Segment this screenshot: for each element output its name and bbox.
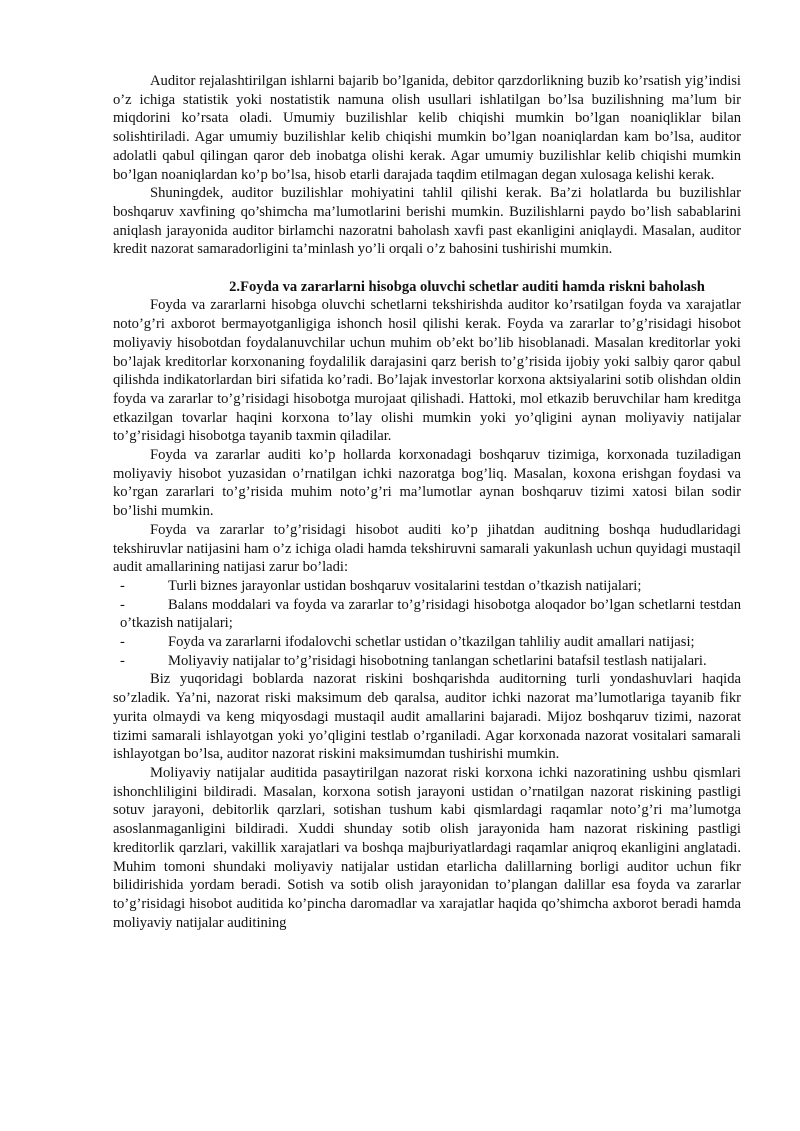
paragraph: Foyda va zararlar auditi ko’p hollarda korxonadagi boshqaruv tizimiga, korxonada tuziladigan moliyaviy hisobot yuzasidan o’rnatilgan ichki nazoratga bog’liq. Masalan, koxona erishgan foydasi va ko’rgan zararlari to’g’risida muhim noto’g’ri ma’lumotlar aynan boshqaruv tizimi xatosi bilan sodir bo’lishi mumkin. [113,447,741,520]
list-item [113,652,741,671]
paragraph: Foyda va zararlarni hisobga oluvchi schetlarni tekshirishda auditor ko’rsatilgan foyda va xarajatlar noto’g’ri axborot bermayotganligiga ishonch hosil qilishi kerak. Foyda va zararlar to’g’risidagi hisobot moliyaviy hisobotdan foydalanuvchilar uchun muhim ob’ekt bo’lib hisoblanadi. Masalan kreditorlar yoki bo’lajak kreditorlar korxonaning foydalilik darajasini qarz berish to’g’risida ijobiy yoki salbiy qaror qabul qilishda indikatorlardan biri sifatida ko’radi. Bo’lajak investorlar korxona aktsiyalarini sotib olishdan oldin foyda va zararlar to’g’risidagi hisobotga murojaat qilishadi. Hattoki, mol etkazib beruvchilar ham kreditga etkazilgan tovarlar haqini korxona to’lay olishi mumkin yoki yo’qligini aynan moliyaviy natijalar to’g’risidagi hisobotga tayanib taxmin qiladilar. [113,297,741,445]
list-item-text: Turli biznes jarayonlar ustidan boshqaruv vositalarini testdan o’tkazish natijalari; [168,577,642,594]
list-item [113,596,741,633]
paragraph: Auditor rejalashtirilgan ishlarni bajarib bo’lganida, debitor qarzdorlikning buzib ko’rsatish yig’indisi o’z ichiga statistik yoki nostatistik namuna olish usullari ishlatilgan bo’lsa buzilishning ma’lum bir miqdorini ko’rsata oladi. Umumiy buzilishlar kelib chiqishi mumkin bo’lgan noaniqliklar bilan solishtiriladi. Agar umumiy buzilishlar kelib chiqishi mumkin bo’lgan noaniqlardan kam bo’lsa, auditor adolatli qabul qilingan qaror deb inobatga olishi kerak. Agar umumiy buzilishlar kelib chiqishi mumkin bo’lgan noaniqlardan ko’p bo’lsa, hisob etarli darajada taqdim etilmagan degan xulosaga kelishi kerak. [113,73,741,183]
paragraph: Moliyaviy natijalar auditida pasaytirilgan nazorat riski korxona ichki nazoratining ushbu qismlari ishonchliligini bildiradi. Masalan, korxona sotish jarayoni ustidan o’rnatilgan nazorat riskining pastligi sotuv jarayoni, debitorlik qarzlari, sotishan tushum kabi qismlardagi raqamlar noto’g’ri ma’lumotga asoslanmaganligini bildiradi. Xuddi shunday sotib olish jarayonida ham nazorat riskining pastligi kreditorlik qarzlari, vakillik xarajatlari va boshqa majburiyatlardagi raqamlar aniqroq ekanligini anglatadi. Muhim tomoni shundaki moliyaviy natijalar ustidan etarlicha dalillarning borligi auditor uchun fikr bilidirishida yordam beradi. Sotish va sotib olish jarayonidan to’plangan dalillar esa foyda va zararlar to’g’risidagi hisobot auditida ko’pincha daromadlar va xarajatlar haqida qo’shimcha axborot beradi hamda moliyaviy natijalar auditining [113,765,741,931]
list-dash: - [120,652,125,669]
paragraph: Biz yuqoridagi boblarda nazorat riskini boshqarishda auditorning turli yondashuvlari haqida so’zladik. Ya’ni, nazorat riski maksimum deb qaralsa, auditor ichki nazorat ma’lumotlariga tayanib fikr yurita olmaydi va keng miqyosdagi mustaqil audit amallarini bajaradi. Mijoz boshqaruv tizimi, nazorat tizimi samarali ishlayotgan yoki yo’qligini testlab o’rganiladi. Agar korxonada nazorat vositalari samarali ishlayotgan bo’lsa, auditor nazorat riskini maksimumdan tushirishi mumkin. [113,671,741,763]
paragraph: Shuningdek, auditor buzilishlar mohiyatini tahlil qilishi kerak. Ba’zi holatlarda bu buzilishlar boshqaruv xavfining qo’shimcha ma’lumotlarini berishi mumkin. Buzilishlarni paydo bo’lish sabablarini aniqlash jarayonida auditor birlamchi nazoratni baholash xavfi past ekanligini aniqlaydi. Masalan, auditor kredit nazorat samaradorligini ta’minlash yo’li orqali o’z bahosini tushirishi mumkin. [113,185,741,258]
document-page [113,72,741,932]
paragraph: Foyda va zararlar to’g’risidagi hisobot auditi ko’p jihatdan auditning boshqa hududlaridagi tekshiruvlar natijasini ham o’z ichiga oladi hamda tekshiruvni samarali yakunlash uchun quyidagi mustaqil audit amallarining natijasi zarur bo’ladi: [113,521,741,576]
list-item [113,633,741,652]
list-item-text: Balans moddalari va foyda va zararlar to’g’risidagi hisobotga aloqador bo’lgan schetlarni testdan o’tkazish natijalari; [120,596,741,632]
list-item [113,577,741,596]
section-heading: 2.Foyda va zararlarni hisobga oluvchi schetlar auditi hamda riskni baholash [229,278,705,295]
list-item-text: Foyda va zararlarni ifodalovchi schetlar ustidan o’tkazilgan tahliliy audit amallari natijasi; [168,634,695,651]
list-dash: - [120,634,125,651]
list-dash: - [120,596,125,613]
list-dash: - [120,577,125,594]
list-item-text: Moliyaviy natijalar to’g’risidagi hisobotning tanlangan schetlarini batafsil testlash natijalari. [168,652,707,669]
